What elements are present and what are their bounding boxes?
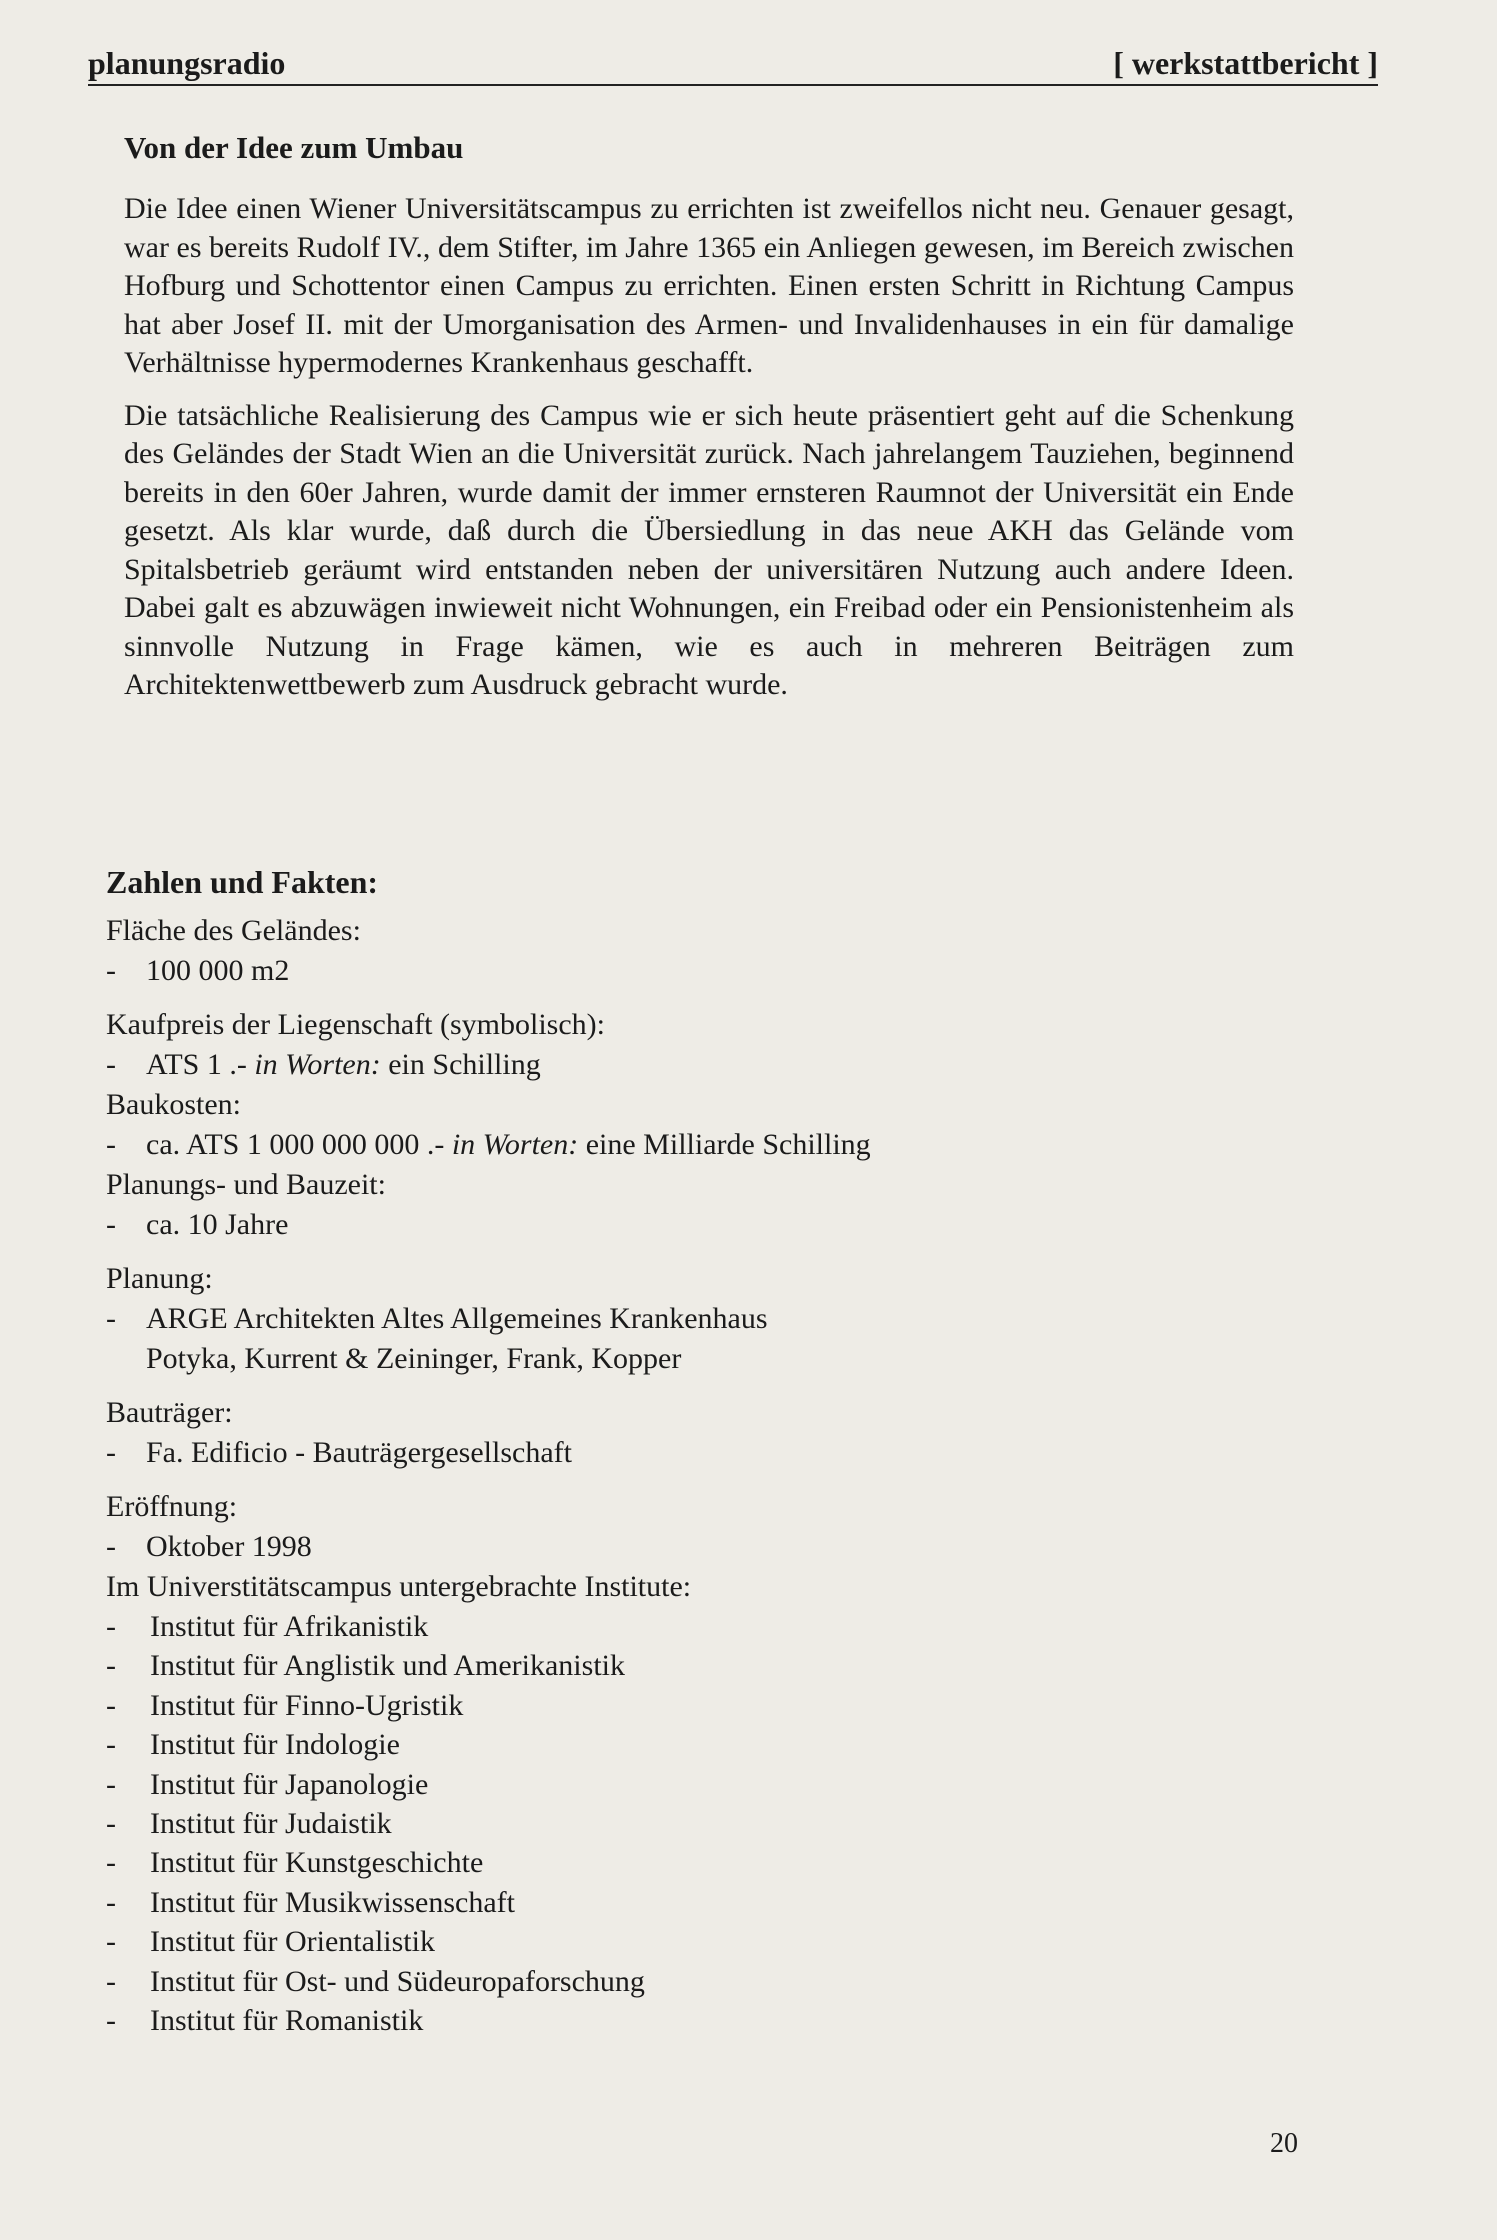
list-item: - Institut für Finno-Ugristik [106,1688,464,1722]
list-item: - Institut für Anglistik und Amerikanistik [106,1649,625,1683]
section-heading: Von der Idee zum Umbau [124,130,464,165]
list-item: - Institut für Romanistik [106,2004,424,2038]
paragraph: Die tatsächliche Realisierung des Campus wie er sich heute präsentiert geht auf die Schenkung des Geländes der Stadt Wien an die Universität zurück. Nach jahrelangem Tauziehen, beginnend bereits in den 60er Jahren, wurde damit der immer ernsteren Raumnot der Universität ein Ende gesetzt. Als klar wurde, daß durch die Übersiedlung in das neue AKH das Gelände vom Spitalsbetrieb geräumt wird entstanden neben der universitären Nutzung auch andere Ideen. Dabei galt es abzuwägen inwieweit nicht Wohnungen, ein Freibad oder ein Pensionistenheim als sinnvolle Nutzung in Frage kämen, wie es auch in mehreren Beiträgen zum Architektenwettbewerb zum Ausdruck gebracht wurde. [124,398,1294,701]
list-item: - Institut für Kunstgeschichte [106,1846,484,1880]
fact-value: - Oktober 1998 [106,1530,312,1563]
fact-value: Potyka, Kurrent & Zeininger, Frank, Kopper [146,1342,682,1375]
facts-heading: Zahlen und Fakten: [106,864,379,900]
list-item: - Institut für Ost- und Südeuropaforschung [106,1964,645,1998]
fact-label: Im Universtitätscampus untergebrachte Institute: [106,1570,692,1603]
fact-value: - ATS 1 .- in Worten: ein Schilling [106,1048,541,1081]
header-title: planungsradio [88,45,286,81]
fact-value: - 100 000 m2 [106,954,290,987]
fact-value: - ca. 10 Jahre [106,1208,289,1241]
list-item: - Institut für Judaistik [106,1807,392,1841]
section-idea [124,130,1294,719]
fact-label: Fläche des Geländes: [106,914,361,947]
list-item: - Institut für Orientalistik [106,1925,435,1959]
list-item: - Institut für Japanologie [106,1767,429,1801]
fact-label: Planungs- und Bauzeit: [106,1168,386,1201]
list-item: - Institut für Afrikanistik [106,1610,429,1643]
institute-list [106,1607,1306,2040]
facts-section [106,864,1306,2040]
fact-label: Bauträger: [106,1396,233,1429]
list-item: - Institut für Musikwissenschaft [106,1885,515,1919]
fact-label: Kaufpreis der Liegenschaft (symbolisch): [106,1008,605,1041]
list-item: - Institut für Indologie [106,1728,400,1762]
page-header [88,44,1378,86]
fact-value: - ARGE Architekten Altes Allgemeines Krankenhaus [106,1302,768,1335]
fact-value: - Fa. Edificio - Bauträgergesellschaft [106,1436,572,1469]
page-number: 20 [1270,2128,1298,2159]
fact-value: - ca. ATS 1 000 000 000 .- in Worten: eine Milliarde Schilling [106,1128,871,1161]
paragraph: Die Idee einen Wiener Universitätscampus zu errichten ist zweifellos nicht neu. Genauer gesagt, war es bereits Rudolf IV., dem Stifter, im Jahre 1365 ein Anliegen gewesen, im Bereich zwischen Hofburg und Schottentor einen Campus zu errichten. Einen ersten Schritt in Richtung Campus hat aber Josef II. mit der Umorganisation des Armen- und Invalidenhauses in ein für damalige Verhältnisse hypermodernes Krankenhaus geschafft. [124,192,1294,379]
header-section: [ werkstattbericht ] [1113,45,1378,81]
fact-label: Planung: [106,1262,213,1295]
fact-label: Baukosten: [106,1088,241,1121]
fact-label: Eröffnung: [106,1490,238,1523]
